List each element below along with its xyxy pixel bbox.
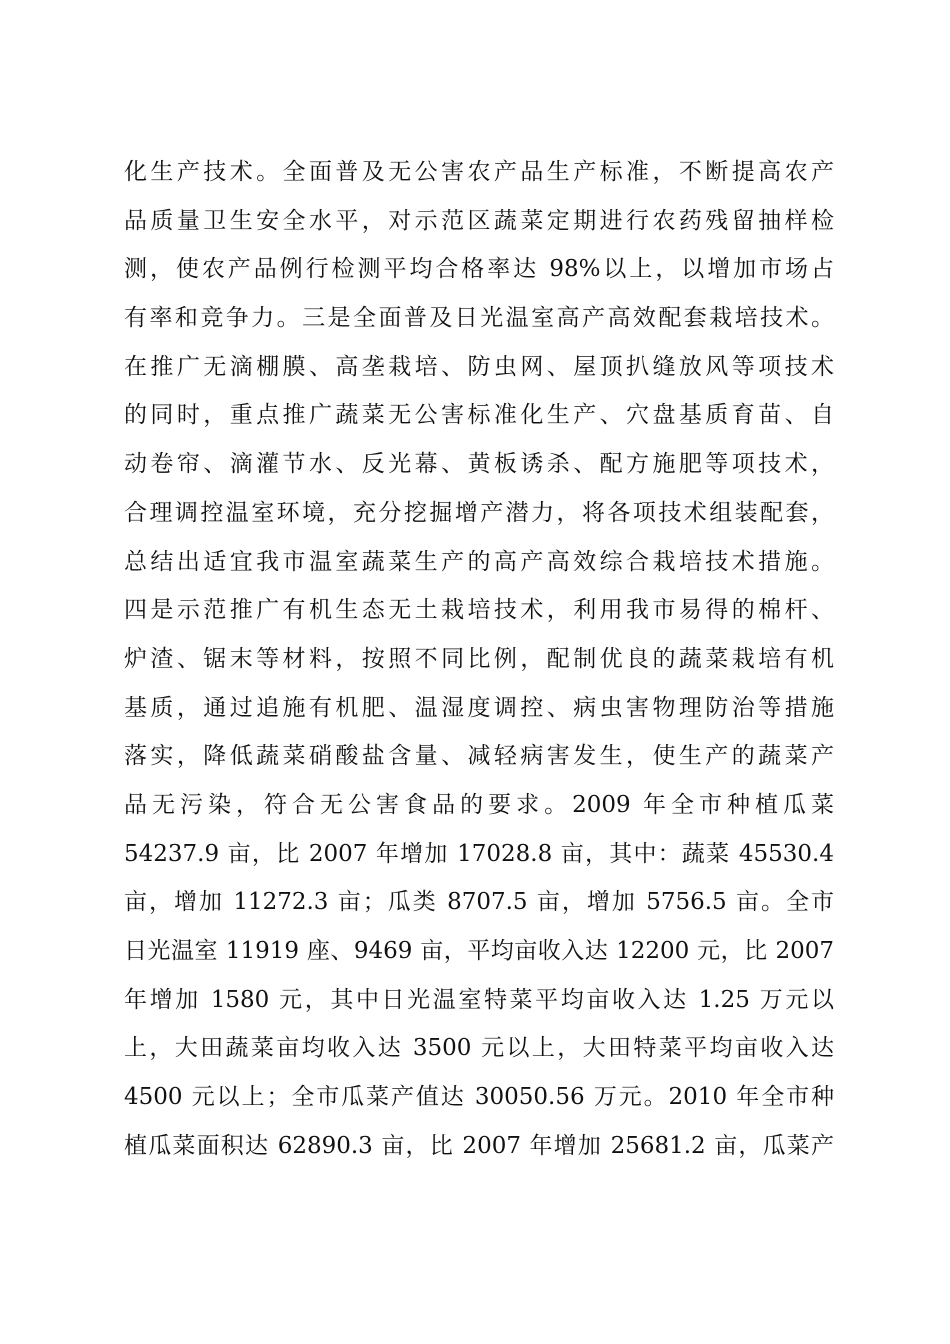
text-line-14: 品无污染，符合无公害食品的要求。2009 年全市种植瓜菜 [124,791,834,818]
text-line-12: 基质，通过追施有机肥、温湿度调控、病虫害物理防治等措施 [124,694,834,721]
text-line-13: 落实，降低蔬菜硝酸盐含量、减轻病害发生，使生产的蔬菜产 [124,743,834,770]
text-line-8: 合理调控温室环境，充分挖掘增产潜力，将各项技术组装配套， [124,499,834,526]
text-line-1: 化生产技术。全面普及无公害农产品生产标准，不断提高农产 [124,159,834,185]
text-line-10: 四是示范推广有机生态无土栽培技术，利用我市易得的棉杆、 [124,597,834,624]
text-line-5: 在推广无滴棚膜、高垄栽培、防虫网、屋顶扒缝放风等项技术 [124,353,834,380]
text-line-2: 品质量卫生安全水平，对示范区蔬菜定期进行农药残留抽样检 [124,207,834,234]
text-line-6: 的同时，重点推广蔬菜无公害标准化生产、穴盘基质育苗、自 [124,402,834,429]
text-line-11: 炉渣、锯末等材料，按照不同比例，配制优良的蔬菜栽培有机 [124,645,834,672]
text-line-18: 年增加 1580 元，其中日光温室特菜平均亩收入达 1.25 万元以 [124,986,834,1013]
text-line-21: 植瓜菜面积达 62890.3 亩，比 2007 年增加 25681.2 亩，瓜菜产 [124,1132,834,1159]
body-text [124,148,834,1170]
text-line-3: 测，使农产品例行检测平均合格率达 98%以上，以增加市场占 [124,256,834,283]
text-line-15: 54237.9 亩，比 2007 年增加 17028.8 亩，其中：蔬菜 45530.4 [124,840,834,867]
text-line-19: 上，大田蔬菜亩均收入达 3500 元以上，大田特菜平均亩收入达 [124,1035,834,1062]
text-line-16: 亩，增加 11272.3 亩；瓜类 8707.5 亩，增加 5756.5 亩。全市 [124,889,834,916]
text-line-17: 日光温室 11919 座、9469 亩，平均亩收入达 12200 元，比 2007 [124,938,834,964]
text-line-20: 4500 元以上；全市瓜菜产值达 30050.56 万元。2010 年全市种 [124,1084,834,1111]
text-line-7: 动卷帘、滴灌节水、反光幕、黄板诱杀、配方施肥等项技术， [124,451,834,478]
text-line-4: 有率和竞争力。三是全面普及日光温室高产高效配套栽培技术。 [124,305,834,332]
text-line-9: 总结出适宜我市温室蔬菜生产的高产高效综合栽培技术措施。 [124,548,834,575]
